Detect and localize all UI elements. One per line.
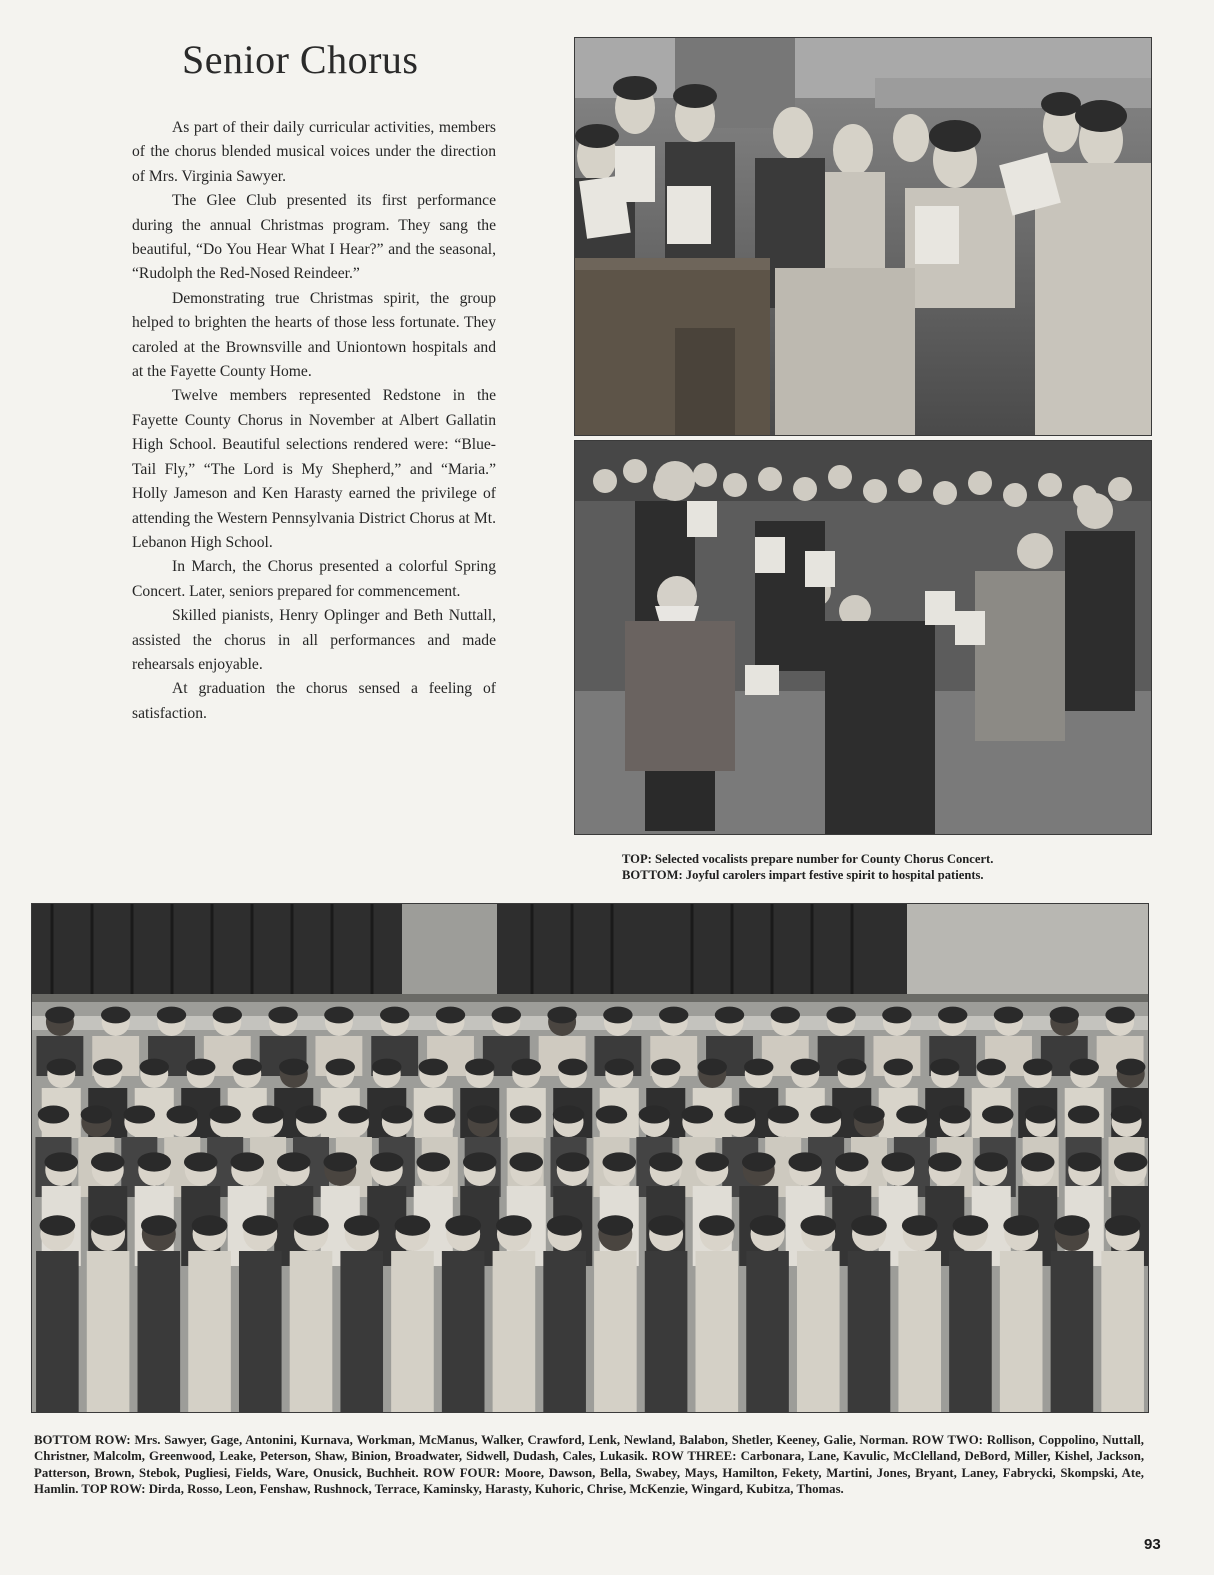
row-label: TOP ROW: bbox=[81, 1482, 146, 1497]
row-names: Dirda, Rosso, Leon, Fenshaw, Rushnock, Terrace, Kaminsky, Harasty, Kuhoric, Chrise, McKenzie, Wingard, Kubitza, Thomas. bbox=[148, 1482, 844, 1497]
article-paragraph: The Glee Club presented its first performance during the annual Christmas program. They sang the beautiful, “Do You Hear What I Hear?” and the seasonal, “Rudolph the Red-Nosed Reindeer.” bbox=[132, 192, 496, 283]
photo-vocalists bbox=[574, 37, 1152, 436]
group-name-list bbox=[34, 1432, 1144, 1498]
row-label: ROW THREE: bbox=[651, 1449, 737, 1464]
article-paragraph: In March, the Chorus presented a colorful Spring Concert. Later, seniors prepared for commencement. bbox=[132, 558, 496, 600]
article-paragraph: Demonstrating true Christmas spirit, the group helped to brighten the hearts of those less fortunate. They caroled at the Brownsville and Uniontown hospitals and at the Fayette County Home. bbox=[132, 289, 496, 381]
article-body bbox=[132, 116, 496, 726]
row-label: ROW FOUR: bbox=[423, 1465, 501, 1480]
article-paragraph: Twelve members represented Redstone in the Fayette County Chorus in November at Albert Gallatin High School. Beautiful selections rendered were: “Blue-Tail Fly,” “The Lord is My Shepherd,” and “Maria.” Holly Jameson and Ken Harasty earned the privilege of attending the Western Pennsylvania District Chorus at Mt. Lebanon High School. bbox=[132, 387, 496, 551]
row-names: Rollison, Coppolino, Nuttall, Christner, Malcolm, Greenwood, Leake, Peterson, Shaw, Binion, Broadwater, Sidwell, Dudash, Cales, Lukasik. bbox=[34, 1433, 1145, 1464]
row-label: BOTTOM ROW: bbox=[34, 1433, 131, 1447]
photo-chorus-group bbox=[31, 903, 1149, 1413]
page-number: 93 bbox=[1144, 1536, 1161, 1553]
caption-top: TOP: Selected vocalists prepare number for County Chorus Concert. bbox=[622, 852, 994, 866]
photo-caption bbox=[622, 851, 1142, 883]
row-label: ROW TWO: bbox=[912, 1433, 983, 1447]
article-paragraph: Skilled pianists, Henry Oplinger and Beth Nuttall, assisted the chorus in all performances and made rehearsals enjoyable. bbox=[132, 607, 496, 673]
caption-bottom: BOTTOM: Joyful carolers impart festive spirit to hospital patients. bbox=[622, 868, 984, 882]
row-names: Moore, Dawson, Bella, Swabey, Mays, Hamilton, Fekety, Martini, Jones, Bryant, Laney, Fabrycki, Skompski, Ate, Hamlin. bbox=[34, 1465, 1145, 1497]
row-names: Carbonara, Lane, Kavulic, McClelland, DeBord, Miller, Kishel, Jackson, Patterson, Brown, Stebok, Pugliesi, Fields, Ware, Onusick, Buchheit. bbox=[34, 1449, 1145, 1480]
article-paragraph: At graduation the chorus sensed a feeling of satisfaction. bbox=[132, 680, 496, 722]
page-title: Senior Chorus bbox=[182, 37, 419, 82]
photo-carolers bbox=[574, 440, 1152, 835]
row-names: Mrs. Sawyer, Gage, Antonini, Kurnava, Workman, McManus, Walker, Crawford, Lenk, Newland, Balabon, Shetler, Keeney, Galie, Norman. bbox=[134, 1433, 909, 1447]
article-paragraph: As part of their daily curricular activities, members of the chorus blended musical voices under the direction of Mrs. Virginia Sawyer. bbox=[132, 119, 496, 185]
